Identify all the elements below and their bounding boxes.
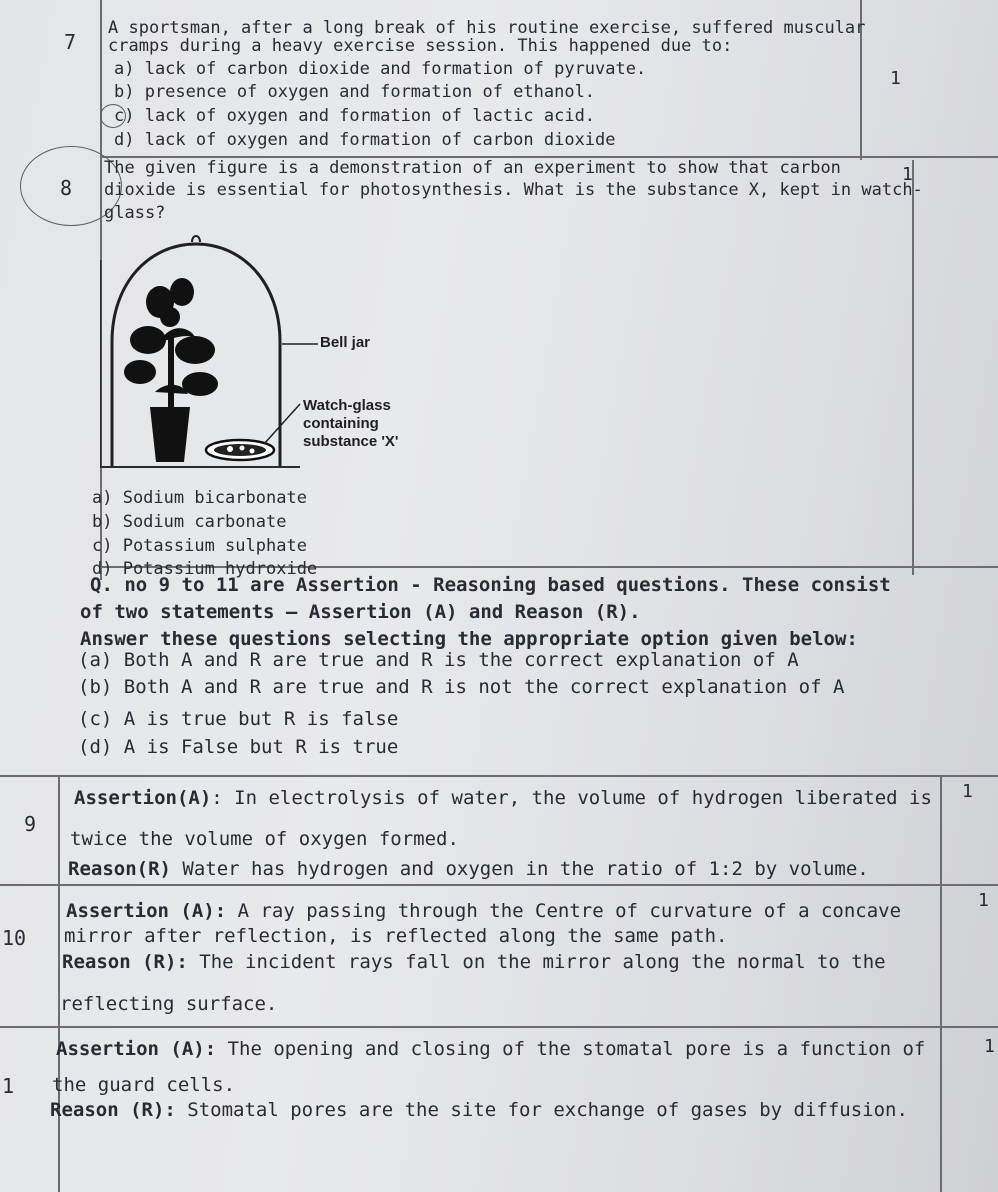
option-c: c) lack of oxygen and formation of lactic acid. — [114, 106, 596, 126]
option-b: b) Sodium carbonate — [92, 512, 287, 532]
marks: 1 — [890, 68, 901, 89]
reason-label: Reason(R) — [68, 858, 171, 880]
question-stem-line: dioxide is essential for photosynthesis. What is the substance X, kept in watch- — [104, 180, 923, 200]
assertion-text: : In electrolysis of water, the volume of hydrogen liberated is — [211, 787, 932, 809]
row-divider-intro-9 — [0, 775, 998, 777]
assertion-text: The opening and closing of the stomatal pore is a function of — [216, 1038, 926, 1060]
ar-option-d: (d) A is False but R is true — [78, 736, 399, 758]
ar-option-b: (b) Both A and R are true and R is not the correct explanation of A — [78, 676, 845, 698]
reason-line — [68, 860, 869, 879]
reason-line: reflecting surface. — [60, 993, 278, 1015]
ar-intro-line: of two statements – Assertion (A) and Reason (R). — [80, 601, 641, 623]
right-column-rule-lower — [940, 775, 942, 1192]
row-divider-9-10 — [0, 884, 998, 886]
assertion-text: A ray passing through the Centre of curvature of a concave — [226, 900, 902, 922]
marks: 1 — [902, 164, 913, 185]
assertion-line — [56, 1040, 925, 1059]
left-column-rule-lower — [58, 775, 60, 1192]
bell-jar-knob — [192, 236, 200, 242]
ar-intro-line: Answer these questions selecting the appropriate option given below: — [80, 628, 858, 650]
option-c: c) Potassium sulphate — [92, 536, 307, 556]
question-stem-line: The given figure is a demonstration of an experiment to show that carbon — [104, 158, 841, 178]
watch-glass — [206, 440, 274, 460]
watch-glass-label: containing — [303, 415, 379, 432]
question-stem-line: glass? — [104, 203, 166, 223]
marks: 1 — [978, 890, 989, 911]
watch-glass-pointer — [264, 404, 300, 444]
reason-label: Reason (R): — [62, 951, 188, 973]
question-number: 1 — [2, 1074, 15, 1098]
assertion-line — [74, 789, 932, 808]
right-column-rule-mid — [912, 160, 914, 575]
question-number: 10 — [2, 926, 27, 950]
assertion-line — [66, 902, 901, 921]
ar-option-c: (c) A is true but R is false — [78, 708, 399, 730]
option-d: d) lack of oxygen and formation of carbon dioxide — [114, 130, 616, 150]
reason-text: Water has hydrogen and oxygen in the ratio of 1:2 by volume. — [170, 858, 869, 880]
assertion-line: mirror after reflection, is reflected along the same path. — [64, 925, 728, 947]
watch-glass-label: Watch-glass — [303, 397, 391, 414]
option-a: a) lack of carbon dioxide and formation of pyruvate. — [114, 59, 647, 79]
ar-intro-line: Q. no 9 to 11 are Assertion - Reasoning based questions. These consist — [90, 574, 891, 596]
question-number: 8 — [60, 176, 73, 200]
question-stem-line: cramps during a heavy exercise session. This happened due to: — [108, 36, 733, 56]
row-divider-10-11 — [0, 1026, 998, 1028]
assertion-line: the guard cells. — [52, 1074, 236, 1096]
assertion-label: Assertion(A) — [74, 787, 212, 809]
watch-glass-label: substance 'X' — [303, 433, 399, 450]
assertion-line: twice the volume of oxygen formed. — [70, 828, 459, 850]
reason-text: The incident rays fall on the mirror along the normal to the — [187, 951, 886, 973]
ar-option-a: (a) Both A and R are true and R is the correct explanation of A — [78, 649, 799, 671]
pen-mark-circle — [100, 104, 126, 128]
reason-text: Stomatal pores are the site for exchange of gases by diffusion. — [175, 1099, 908, 1121]
assertion-label: Assertion (A): — [56, 1038, 217, 1060]
marks: 1 — [962, 781, 973, 802]
option-a: a) Sodium bicarbonate — [92, 488, 307, 508]
option-b: b) presence of oxygen and formation of ethanol. — [114, 82, 596, 102]
marks: 1 — [984, 1036, 995, 1057]
question-stem-line: A sportsman, after a long break of his routine exercise, suffered muscular — [108, 18, 866, 38]
bell-jar-label: Bell jar — [320, 334, 371, 351]
question-number: 7 — [64, 30, 77, 54]
assertion-label: Assertion (A): — [66, 900, 227, 922]
reason-line — [62, 953, 886, 972]
figure-frame-left — [100, 260, 102, 468]
question-number: 9 — [24, 812, 37, 836]
potted-plant — [124, 278, 218, 462]
option-d: d) Potassium hydroxide — [92, 559, 318, 579]
reason-line — [50, 1101, 908, 1120]
reason-label: Reason (R): — [50, 1099, 176, 1121]
